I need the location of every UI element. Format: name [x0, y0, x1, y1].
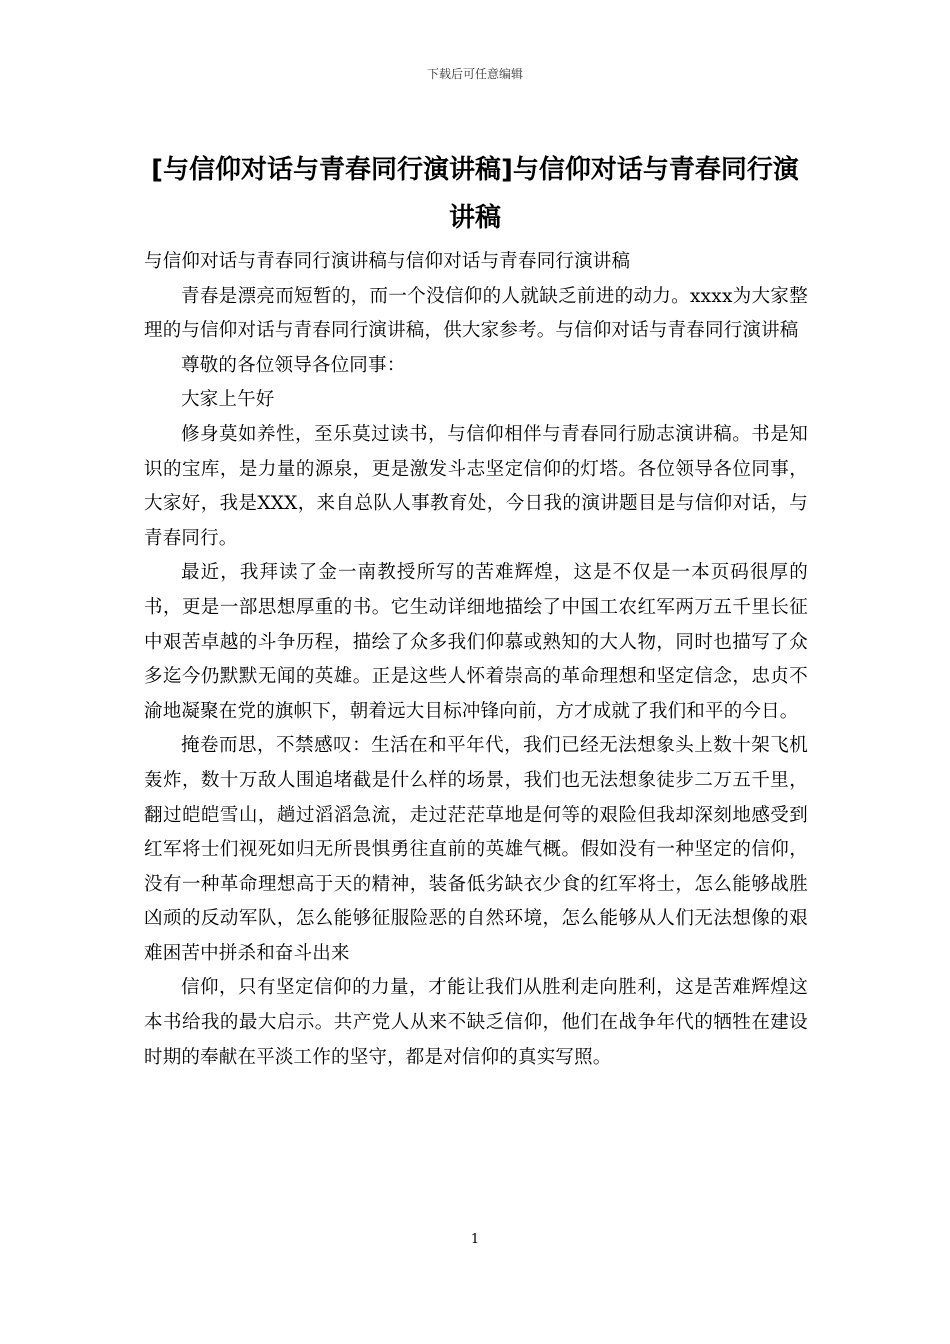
body-paragraph: 最近，我拜读了金一南教授所写的苦难辉煌，这是不仅是一本页码很厚的书，更是一部思想厚重的书。它生动详细地描绘了中国工农红军两万五千里长征中艰苦卓越的斗争历程，描绘了众多我们仰慕或熟知的大人物，同时也描写了众多迄今仍默默无闻的英雄。正是这些人怀着崇高的革命理想和坚定信念，忠贞不渝地凝聚在党的旗帜下，朝着远大目标冲锋向前，方才成就了我们和平的今日。: [144, 562, 808, 722]
subtitle-paragraph: 与信仰对话与青春同行演讲稿与信仰对话与青春同行演讲稿: [144, 251, 631, 272]
body-paragraph: 信仰，只有坚定信仰的力量，才能让我们从胜利走向胜利，这是苦难辉煌这本书给我的最大启示。共产党人从来不缺乏信仰，他们在战争年代的牺牲在建设时期的奉献在平淡工作的坚守，都是对信仰的真实写照。: [144, 977, 808, 1068]
header-note: 下载后可任意编辑: [426, 67, 523, 81]
intro-paragraph: 青春是漂亮而短暂的，而一个没信仰的人就缺乏前进的动力。xxxx为大家整理的与信仰对话与青春同行演讲稿，供大家参考。与信仰对话与青春同行演讲稿: [144, 285, 808, 342]
salutation-paragraph: 尊敬的各位领导各位同事：: [181, 354, 406, 376]
document-body: [144, 245, 808, 1075]
body-paragraph: 掩卷而思，不禁感叹：生活在和平年代，我们已经无法想象头上数十架飞机轰炸，数十万敌人围追堵截是什么样的场景，我们也无法想象徒步二万五千里，翻过皑皑雪山，趟过滔滔急流，走过茫茫草地是何等的艰险但我却深刻地感受到红军将士们视死如归无所畏惧勇往直前的英雄气概。假如没有一种坚定的信仰，没有一种革命理想高于天的精神，装备低劣缺衣少食的红军将士，怎么能够战胜凶顽的反动军队，怎么能够征服险恶的自然环境，怎么能够从人们无法想像的艰难困苦中拼杀和奋斗出来: [144, 735, 808, 964]
body-paragraph: 修身莫如养性，至乐莫过读书，与信仰相伴与青春同行励志演讲稿。书是知识的宝库，是力量的源泉，更是激发斗志坚定信仰的灯塔。各位领导各位同事，大家好，我是XXX，来自总队人事教育处，今日我的演讲题目是与信仰对话，与青春同行。: [144, 423, 808, 549]
greeting-paragraph: 大家上午好: [181, 389, 275, 411]
page-number: 1: [470, 1232, 480, 1247]
document-title: [与信仰对话与青春同行演讲稿]与信仰对话与青春同行演讲稿: [151, 155, 799, 233]
